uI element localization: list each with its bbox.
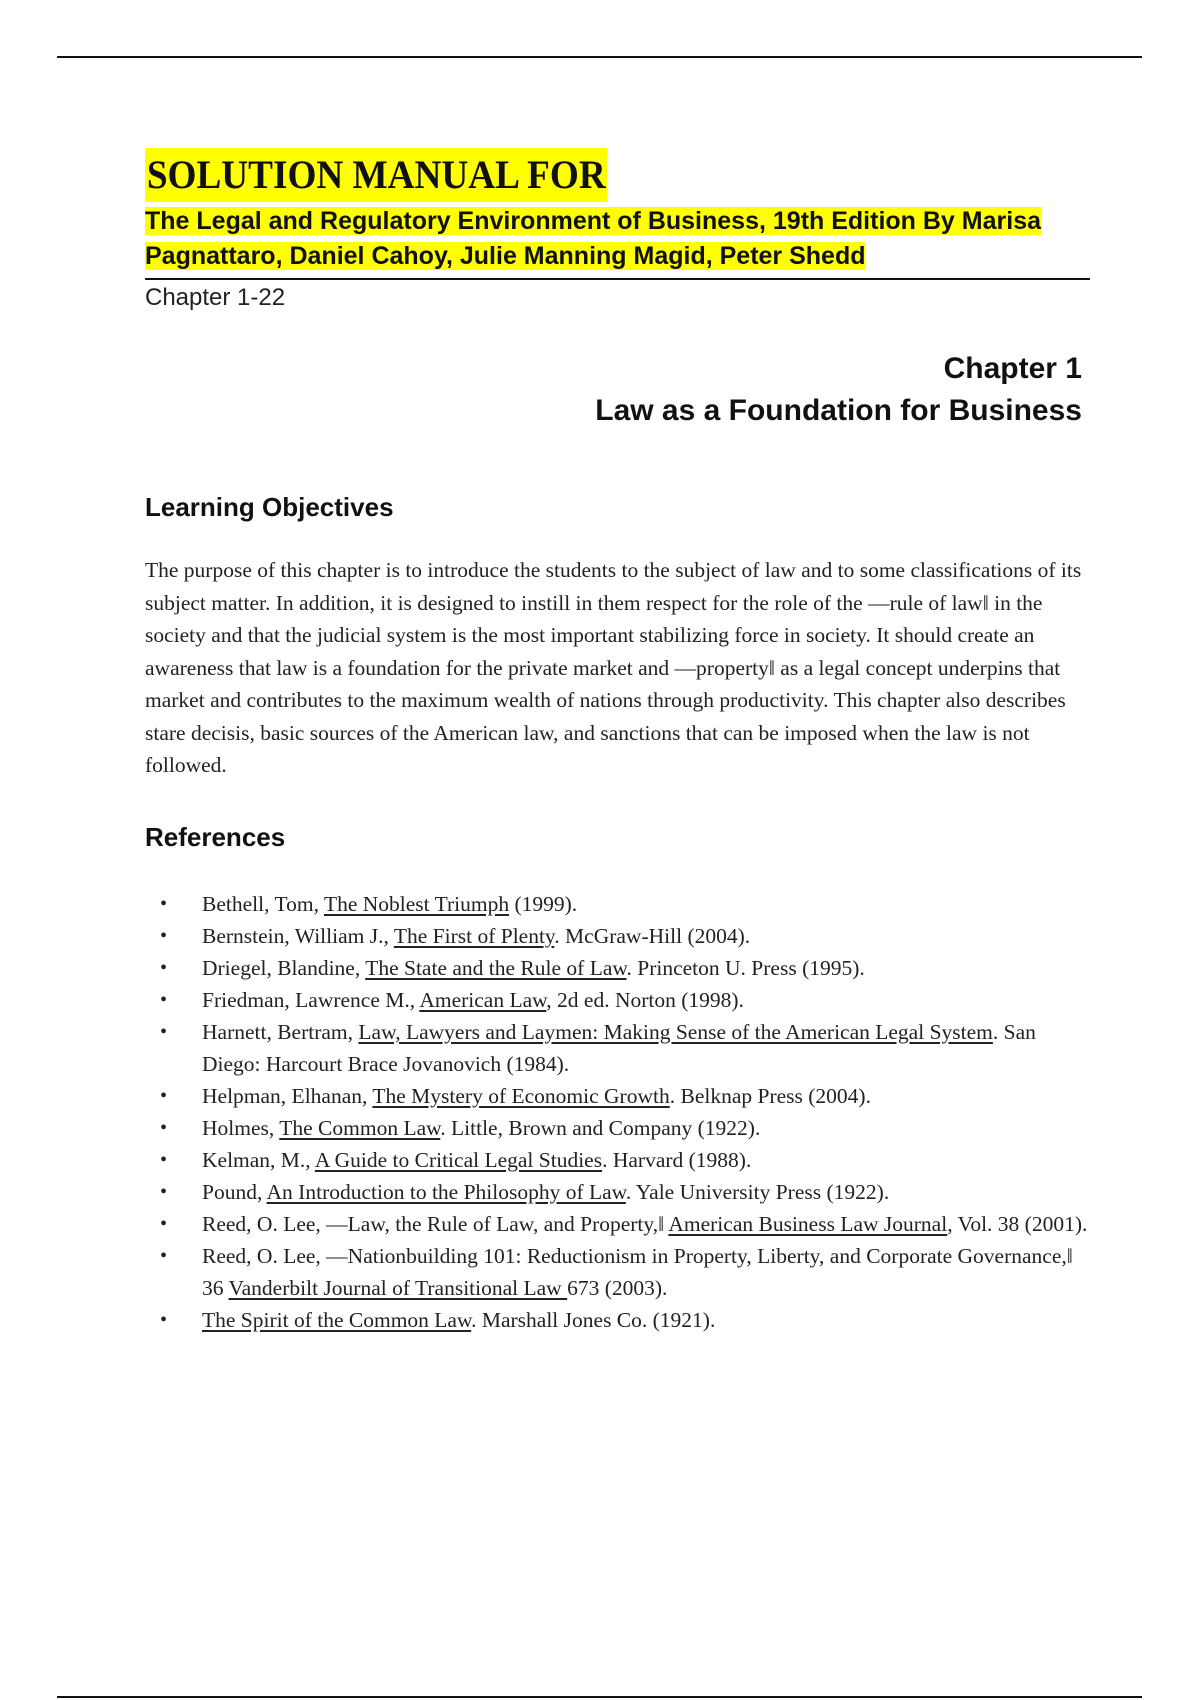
reference-item [145,920,1090,952]
reference-item [145,984,1090,1016]
bottom-rule [57,1696,1142,1698]
title-divider [145,278,1090,280]
bullet-icon: • [160,956,168,979]
reference-details: . Yale University Press (1922). [625,1179,890,1204]
reference-details: . McGraw-Hill (2004). [554,923,751,948]
book-title [145,204,1090,274]
reference-details: 673 (2003). [567,1275,668,1300]
bullet-icon: • [160,892,168,915]
reference-item [145,1304,1090,1336]
reference-item [145,1144,1090,1176]
reference-title: American Business Law Journal [668,1211,948,1236]
reference-title: A Guide to Critical Legal Studies [314,1147,603,1172]
bullet-icon: • [160,1020,168,1043]
top-rule [57,56,1142,58]
bullet-icon: • [160,988,168,1011]
reference-item [145,952,1090,984]
reference-item [145,1112,1090,1144]
reference-author: Friedman, Lawrence M., [202,987,420,1012]
reference-author: Pound, [202,1179,267,1204]
reference-title: The State and the Rule of Law [365,955,627,980]
reference-item [145,1080,1090,1112]
chapter-range: Chapter 1-22 [145,284,286,311]
reference-item [145,1208,1090,1240]
reference-author: Harnett, Bertram, [202,1019,359,1044]
reference-details: . Belknap Press (2004). [669,1083,871,1108]
reference-details: . San Diego: Harcourt Brace Jovanovich (1984). [202,1019,1036,1076]
bullet-icon: • [160,1084,168,1107]
reference-author: Kelman, M., [202,1147,315,1172]
reference-title: The First of Plenty [393,923,555,948]
bullet-icon: • [160,1148,168,1171]
reference-item [145,1176,1090,1208]
bullet-icon: • [160,1180,168,1203]
reference-details: . Marshall Jones Co. (1921). [471,1307,716,1332]
reference-details: . Princeton U. Press (1995). [626,955,865,980]
book-title-line-2: Pagnattaro, Daniel Cahoy, Julie Manning Magid, Peter Shedd [145,242,866,270]
reference-author: Holmes, [202,1115,280,1140]
reference-details: , 2d ed. Norton (1998). [546,987,744,1012]
reference-details: (1999). [509,891,578,916]
learning-objectives-heading: Learning Objectives [145,492,394,522]
reference-title: The Spirit of the Common Law [202,1307,472,1332]
manual-title [145,148,1090,202]
reference-details: . Little, Brown and Company (1922). [440,1115,761,1140]
reference-item [145,1240,1090,1304]
reference-author: Helpman, Elhanan, [202,1083,373,1108]
chapter-title: Law as a Foundation for Business [595,394,1082,427]
reference-author: Bernstein, William J., [202,923,394,948]
reference-title: The Noblest Triumph [323,891,510,916]
bullet-icon: • [160,1212,168,1235]
page-content [145,148,1090,1336]
references-list [145,888,1090,1336]
reference-author: Reed, O. Lee, —Nationbuilding 101: Reductionism in Property, Liberty, and Corporate Governance,‖ 36 [202,1243,1073,1300]
reference-title: The Common Law [279,1115,441,1140]
learning-objectives-text: The purpose of this chapter is to introduce the students to the subject of law and to some classifications of its subject matter. In addition, it is designed to instill in them respect for the role of the —rule of law‖ in the society and that the judicial system is the most important stabilizing force in society. It should create an awareness that law is a foundation for the private market and —property‖ as a legal concept underpins that market and contributes to the maximum wealth of nations through productivity. This chapter also describes stare decisis, basic sources of the American law, and sanctions that can be imposed when the law is not followed. [145,558,1082,777]
chapter-heading [145,348,1090,432]
reference-item [145,888,1090,920]
reference-details: . Harvard (1988). [602,1147,752,1172]
bullet-icon: • [160,924,168,947]
manual-title-text: SOLUTION MANUAL FOR [145,148,608,202]
reference-title: An Introduction to the Philosophy of Law [266,1179,626,1204]
references-heading: References [145,821,286,852]
bullet-icon: • [160,1308,168,1331]
bullet-icon: • [160,1116,168,1139]
reference-title: Law, Lawyers and Laymen: Making Sense of the American Legal System [358,1019,993,1044]
reference-details: , Vol. 38 (2001). [947,1211,1088,1236]
reference-title: Vanderbilt Journal of Transitional Law [228,1275,568,1300]
reference-author: Reed, O. Lee, —Law, the Rule of Law, and Property,‖ [202,1211,669,1236]
reference-author: Driegel, Blandine, [202,955,366,980]
bullet-icon: • [160,1244,168,1267]
reference-item [145,1016,1090,1080]
reference-title: The Mystery of Economic Growth [372,1083,670,1108]
reference-title: American Law [419,987,547,1012]
book-title-line-1: The Legal and Regulatory Environment of Business, 19th Edition By Marisa [145,207,1041,235]
reference-author: Bethell, Tom, [202,891,324,916]
chapter-number: Chapter 1 [943,352,1082,385]
